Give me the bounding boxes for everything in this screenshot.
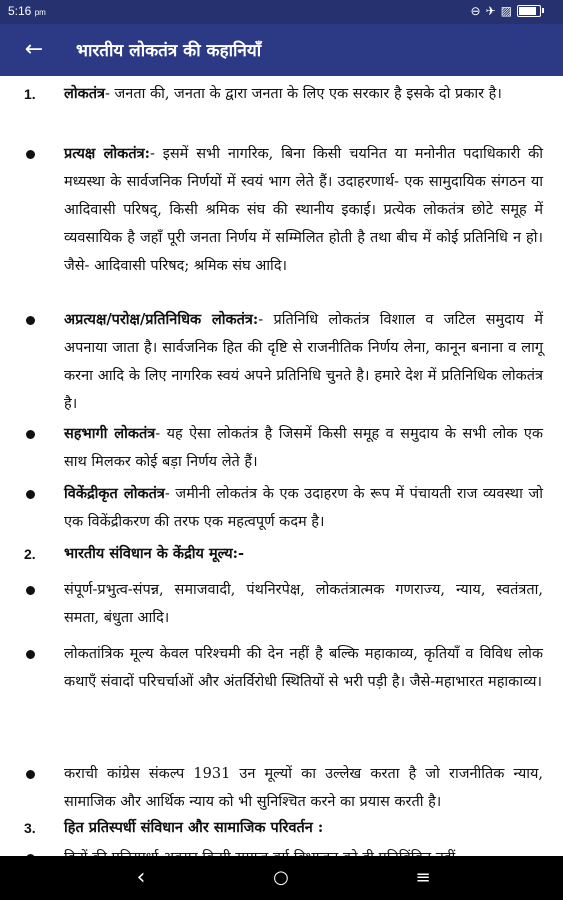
list-number: 2. [24, 546, 36, 562]
item-text: प्रत्यक्ष लोकतंत्र:- इसमें सभी नागरिक, बिना किसी चयनित या मनोनीत पदाधिकारी की मध्यस्था के सार्वजनिक निर्णयों में स्वयं भाग लेते हैं। उदाहरणार्थ- एक सामुदायिक संगठन या आदिवासी परिषद्, किसी श्रमिक संघ की स्थानीय इकाई। प्रत्येक लोकतंत्र छोटे समूह में व्यवसायिक है जहाँ पूरी जनता निर्णय में सम्मिलित होती है तथा बीच में कोई प्रतिनिधि न हो। जैसे- आदिवासी परिषद; श्रमिक संघ आदि। [64, 145, 543, 274]
bullet-icon [26, 770, 35, 779]
item-heading: विकेंद्रीकृत लोकतंत्र [64, 485, 165, 502]
item-heading: प्रत्यक्ष लोकतंत्र: [64, 145, 150, 162]
item-heading: हित प्रतिस्पर्धी संविधान और सामाजिक परिवर्तन : [64, 819, 324, 836]
item-heading: सहभागी लोकतंत्र [64, 425, 156, 442]
item-text [64, 540, 543, 568]
bullet-icon [26, 650, 35, 659]
airplane-icon: ✈ [485, 4, 496, 18]
app-bar [0, 24, 563, 76]
item-text: संपूर्ण-प्रभुत्व-संपन्न, समाजवादी, पंथनिरपेक्ष, लोकतंत्रात्मक गणराज्य, न्याय, स्वतंत्रता, समता, बंधुता आदि। [64, 582, 543, 626]
item-heading: भारतीय संविधान के केंद्रीय मूल्य:- [64, 545, 245, 562]
item-text: लोकतांत्रिक मूल्य केवल परिश्चमी की देन नहीं है बल्कि महाकाव्य, कृतियाँ व विविध लोक कथाएँ संवादों परिचर्चाओं और अंतर्विरोधी स्थितियों से भरी पड़ी है। जैसे-महाभारत महाकाव्य। [64, 646, 543, 690]
status-icons [471, 4, 541, 18]
article-content[interactable] [0, 76, 563, 856]
back-arrow-icon[interactable]: ← [24, 37, 44, 62]
list-number: 3. [24, 820, 36, 836]
item-heading: अप्रत्यक्ष/परोक्ष/प्रतिनिधिक लोकतंत्र: [64, 311, 259, 328]
item-text: लोकतंत्र- जनता की, जनता के द्वारा जनता के लिए एक सरकार है इसके दो प्रकार है। [64, 85, 502, 102]
battery-icon [517, 5, 541, 17]
list-number: 1. [24, 86, 36, 102]
nav-back-icon[interactable]: ‹ [136, 865, 146, 890]
nav-menu-icon[interactable]: ≡ [415, 867, 431, 888]
item-text: सहभागी लोकतंत्र- यह ऐसा लोकतंत्र है जिसमें किसी समूह व समुदाय के सभी लोक एक साथ मिलकर कोई बड़ा निर्णय लेते हैं। [64, 425, 543, 470]
bullet-icon [26, 316, 35, 325]
status-bar [0, 0, 563, 24]
bullet-icon [26, 150, 35, 159]
item-text: कराची कांग्रेस संकल्प 1931 उन मूल्यों का उल्लेख करता है जो राजनीतिक न्याय, सामाजिक और आर्थिक न्याय को भी सुनिश्चित करने का प्रयास करती है। [64, 766, 543, 810]
item-text [64, 814, 543, 842]
dnd-icon: ⊖ [470, 4, 481, 18]
item-text: अप्रत्यक्ष/परोक्ष/प्रतिनिधिक लोकतंत्र:- प्रतिनिधि लोकतंत्र विशाल व जटिल समुदाय में अपनाया जाता है। सार्वजनिक हित की दृष्टि से राजनीतिक निर्णय लेना, कानून बनाना व लागू करना आदि के लिए नागरिक स्वयं अपने प्रतिनिधि चुनते है। हमारे देश में प्रतिनिधिक लोकतंत्र है। [64, 311, 544, 412]
navigation-bar [0, 856, 563, 900]
bullet-icon [26, 490, 35, 499]
bullet-icon [26, 430, 35, 439]
item-heading: लोकतंत्र [64, 85, 105, 102]
nav-home-icon[interactable]: ○ [273, 867, 289, 888]
status-time: 5:16 pm [8, 4, 46, 18]
item-text: विकेंद्रीकृत लोकतंत्र- जमीनी लोकतंत्र के एक उदाहरण के रूप में पंचायती राज व्यवस्था जो एक विकेंद्रीकरण की तरफ एक महत्वपूर्ण कदम है। [64, 485, 543, 530]
page-title: भारतीय लोकतंत्र की कहानियाँ [76, 41, 262, 61]
bullet-icon [26, 586, 35, 595]
no-sim-icon: ▨ [500, 4, 512, 18]
